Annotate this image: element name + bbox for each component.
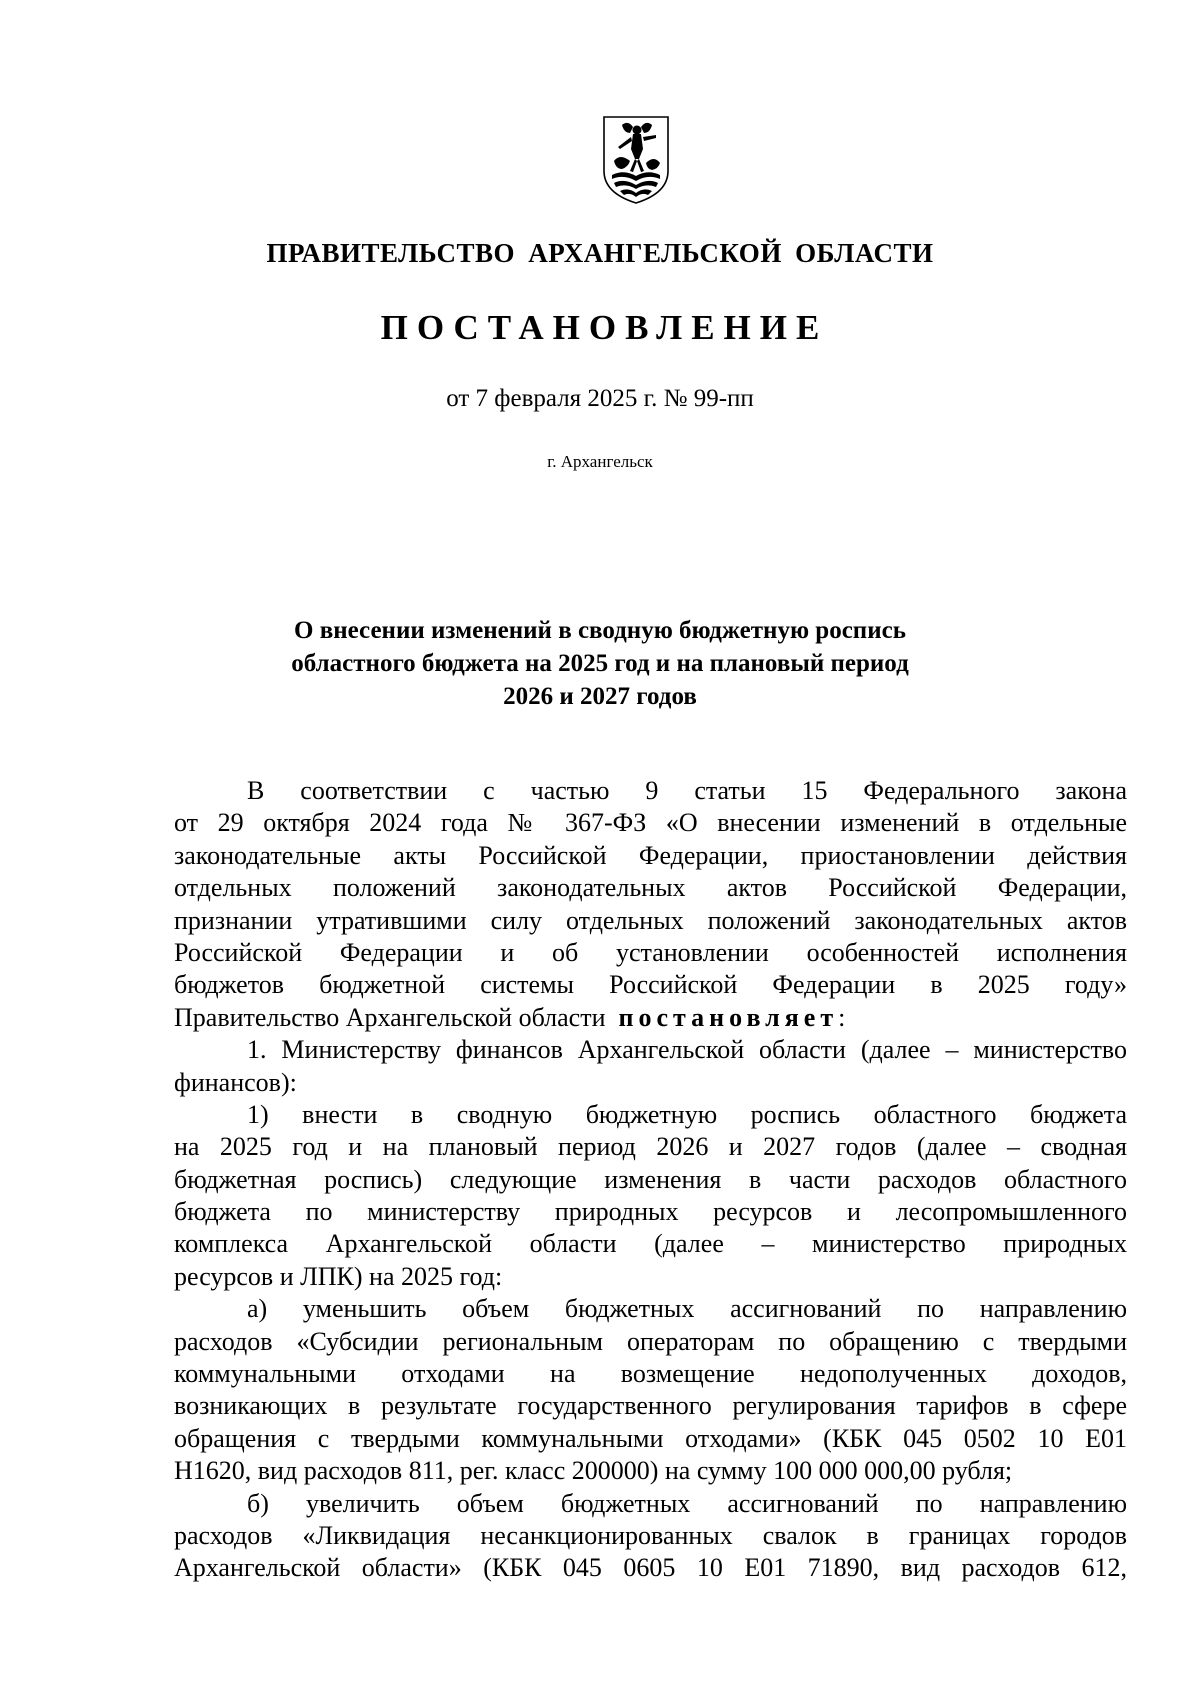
body-line: на 2025 год и на плановый период 2026 и 2027 годов (далее – сводная bbox=[174, 1132, 1127, 1162]
body-line: а) уменьшить объем бюджетных ассигнований по направлению bbox=[247, 1294, 1127, 1324]
arkhangelsk-coat-of-arms-icon bbox=[600, 113, 672, 205]
body-line: ресурсов и ЛПК) на 2025 год: bbox=[174, 1261, 503, 1291]
body-line bbox=[174, 1002, 1127, 1034]
document-place: г. Архангельск bbox=[547, 452, 653, 471]
body-line: В соответствии с частью 9 статьи 15 Федерального закона bbox=[247, 776, 1127, 805]
document-title bbox=[0, 614, 1200, 713]
body-line: обращения с твердыми коммунальными отходами» (КБК 045 0502 10 Е01 bbox=[174, 1423, 1127, 1453]
body-line: 1) внести в сводную бюджетную роспись областного бюджета bbox=[247, 1099, 1127, 1129]
body-line: расходов «Субсидии региональным операторам по обращению с твердыми bbox=[174, 1326, 1127, 1356]
title-line: О внесении изменений в сводную бюджетную роспись bbox=[294, 617, 906, 644]
body-line: бюджетная роспись) следующие изменения в части расходов областного bbox=[174, 1164, 1127, 1194]
body-line: отдельных положений законодательных актов Российской Федерации, bbox=[174, 873, 1127, 903]
body-line: от 29 октября 2024 года № 367-ФЗ «О внесении изменений в отдельные bbox=[174, 808, 1127, 838]
document-body bbox=[174, 775, 1127, 1585]
body-line: б) увеличить объем бюджетных ассигнований по направлению bbox=[247, 1488, 1127, 1518]
body-line: возникающих в результате государственного регулирования тарифов в сфере bbox=[174, 1391, 1127, 1421]
body-line: бюджетов бюджетной системы Российской Федерации в 2025 году» bbox=[174, 970, 1127, 1000]
body-line: комплекса Архангельской области (далее – министерство природных bbox=[174, 1229, 1127, 1259]
document-date-number: от 7 февраля 2025 г. № 99-пп bbox=[446, 385, 754, 412]
body-line: 1. Министерству финансов Архангельской области (далее – министерство bbox=[247, 1035, 1127, 1065]
organization-name: ПРАВИТЕЛЬСТВО АРХАНГЕЛЬСКОЙ ОБЛАСТИ bbox=[266, 238, 934, 268]
decree-word: постановляет bbox=[618, 1002, 839, 1032]
title-line: областного бюджета на 2025 год и на плановый период bbox=[291, 650, 909, 677]
body-line: Н1620, вид расходов 811, рег. класс 200000) на сумму 100 000 000,00 рубля; bbox=[174, 1456, 1013, 1486]
body-line: бюджета по министерству природных ресурсов и лесопромышленного bbox=[174, 1197, 1127, 1227]
body-line: расходов «Ликвидация несанкционированных свалок в границах городов bbox=[174, 1520, 1127, 1550]
decree-colon: : bbox=[838, 1002, 846, 1032]
body-line: признании утратившими силу отдельных положений законодательных актов bbox=[174, 905, 1127, 935]
body-line: финансов): bbox=[174, 1067, 297, 1097]
body-line: Архангельской области» (КБК 045 0605 10 Е01 71890, вид расходов 612, bbox=[174, 1553, 1127, 1583]
title-line: 2026 и 2027 годов bbox=[503, 683, 697, 710]
document-type: ПОСТАНОВЛЕНИЕ bbox=[380, 308, 829, 347]
preamble-end: Правительство Архангельской области bbox=[174, 1002, 606, 1032]
body-line: Российской Федерации и об установлении особенностей исполнения bbox=[174, 937, 1127, 967]
body-line: законодательные акты Российской Федерации, приостановлении действия bbox=[174, 840, 1127, 870]
body-line: коммунальными отходами на возмещение недополученных доходов, bbox=[174, 1359, 1127, 1389]
